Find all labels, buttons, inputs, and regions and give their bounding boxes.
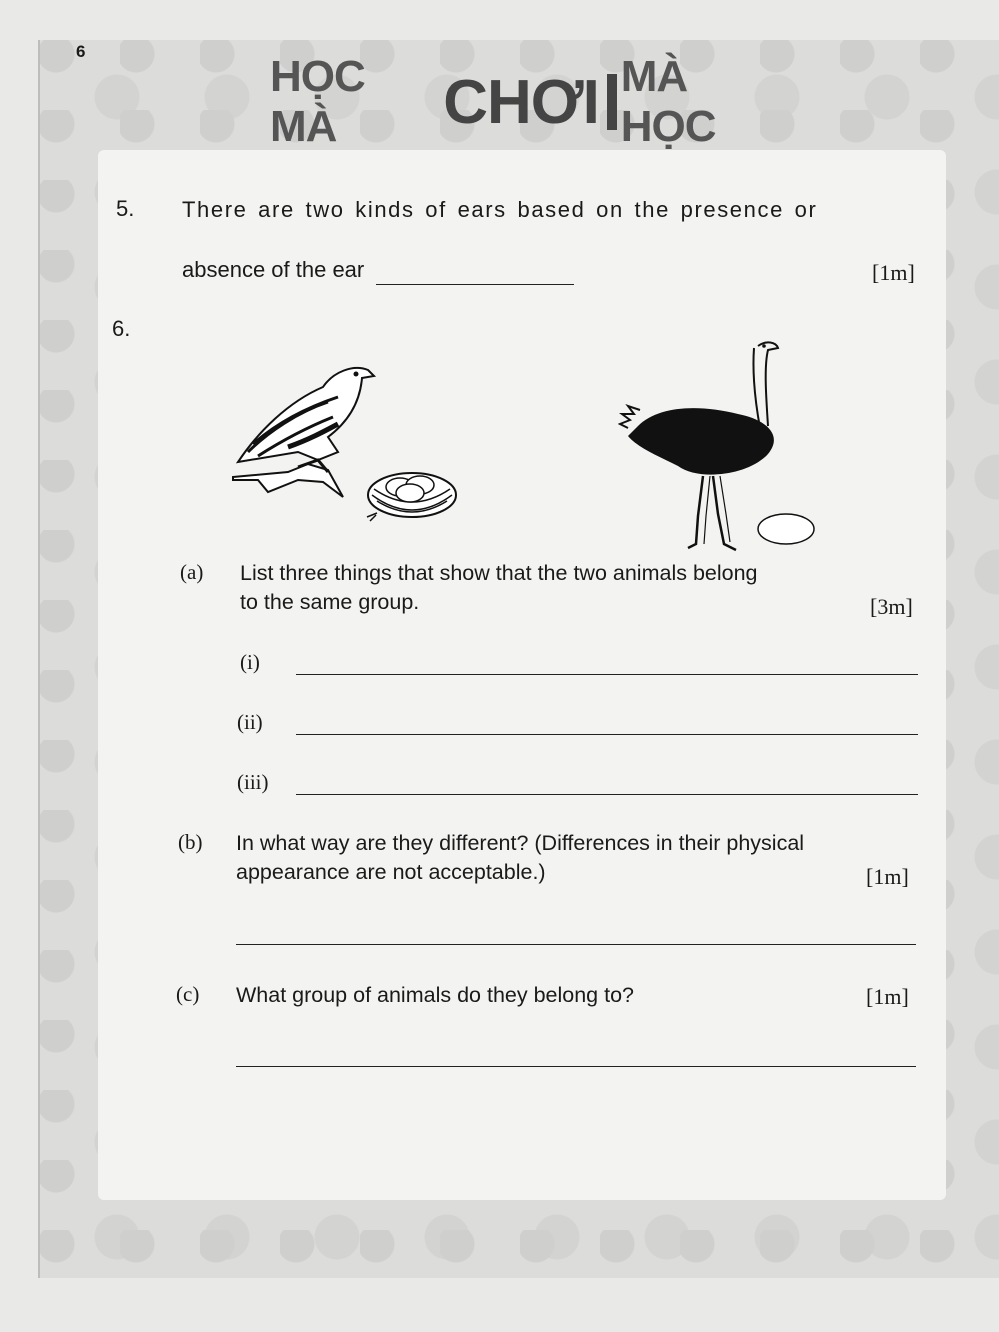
- question-5-line-2: [182, 256, 574, 285]
- title-part-1: HỌC MÀ: [270, 52, 365, 151]
- page-title: [270, 52, 790, 151]
- question-6a-marks: [3m]: [870, 594, 913, 619]
- question-5-answer-blank[interactable]: [376, 284, 574, 285]
- question-6c-marks: [1m]: [866, 984, 909, 1009]
- question-6b-line-2: appearance are not acceptable.): [236, 860, 546, 884]
- answer-line-iii[interactable]: [296, 794, 918, 795]
- eagle-icon: [228, 352, 378, 502]
- question-6b-marks: [1m]: [866, 864, 909, 889]
- question-6-number: 6.: [112, 316, 131, 341]
- question-6a-line-1: List three things that show that the two animals belong: [240, 561, 758, 585]
- title-divider: [607, 74, 617, 130]
- nest-with-eggs-icon: [362, 455, 462, 525]
- question-5-marks: [1m]: [872, 260, 915, 285]
- answer-item-label: (iii): [237, 770, 269, 794]
- title-part-2: CHƠI: [443, 67, 599, 137]
- question-5-line-1: There are two kinds of ears based on the presence or: [182, 197, 818, 222]
- question-6b-line-1: In what way are they different? (Differences in their physical: [236, 831, 805, 855]
- answer-line-c[interactable]: [236, 1066, 916, 1067]
- question-5-number: 5.: [116, 196, 135, 221]
- page-number: 6: [76, 42, 86, 61]
- content-panel: [98, 150, 946, 1200]
- answer-line-ii[interactable]: [296, 734, 918, 735]
- answer-item-label: (i): [240, 650, 260, 674]
- title-part-3: MÀ HỌC: [620, 52, 716, 151]
- question-6c-line-1: What group of animals do they belong to?: [236, 983, 635, 1007]
- answer-item-label: (ii): [237, 710, 263, 734]
- egg-icon: [755, 510, 817, 548]
- question-6a-label: (a): [180, 560, 204, 584]
- question-5-text: absence of the ear: [182, 257, 365, 282]
- answer-line-b[interactable]: [236, 944, 916, 945]
- question-6a-line-2: to the same group.: [240, 590, 420, 614]
- question-6c-label: (c): [176, 982, 200, 1006]
- question-6b-label: (b): [178, 830, 203, 854]
- answer-line-i[interactable]: [296, 674, 918, 675]
